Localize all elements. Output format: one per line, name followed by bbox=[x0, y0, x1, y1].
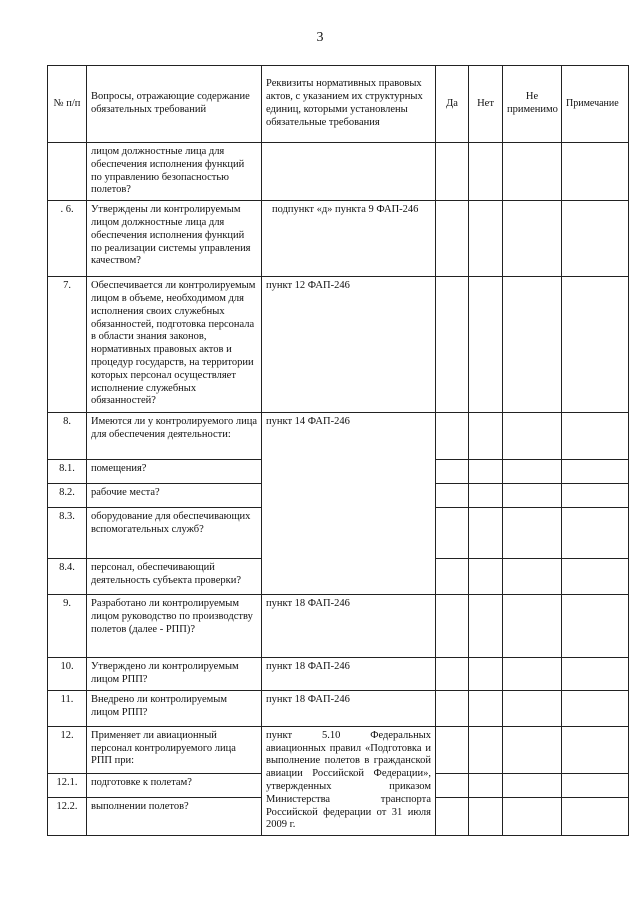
cell-note[interactable] bbox=[562, 798, 629, 836]
cell-note[interactable] bbox=[562, 690, 629, 726]
cell-note[interactable] bbox=[562, 595, 629, 658]
table-row bbox=[48, 658, 629, 691]
cell-note[interactable] bbox=[562, 413, 629, 460]
cell-yes[interactable] bbox=[436, 277, 469, 413]
cell-no[interactable] bbox=[469, 690, 503, 726]
cell-not-applicable[interactable] bbox=[503, 773, 562, 797]
row-question: Утверждено ли контролируемым лицом РПП? bbox=[87, 658, 262, 691]
header-num: № п/п bbox=[48, 66, 87, 143]
page-number: 3 bbox=[316, 30, 324, 45]
row-question: рабочие места? bbox=[87, 484, 262, 508]
cell-note[interactable] bbox=[562, 559, 629, 595]
cell-no[interactable] bbox=[469, 143, 503, 201]
cell-not-applicable[interactable] bbox=[503, 595, 562, 658]
row-reference: пункт 12 ФАП-246 bbox=[262, 277, 436, 413]
row-reference: пункт 18 ФАП-246 bbox=[262, 658, 436, 691]
cell-not-applicable[interactable] bbox=[503, 559, 562, 595]
header-no: Нет bbox=[469, 66, 503, 143]
table-row bbox=[48, 413, 629, 460]
table-row bbox=[48, 726, 629, 773]
row-number: 9. bbox=[48, 595, 87, 658]
row-number: 8.2. bbox=[48, 484, 87, 508]
cell-not-applicable[interactable] bbox=[503, 690, 562, 726]
row-question: лицом должностные лица для обеспечения исполнения функций по управлению безопасностью полетов? bbox=[87, 143, 262, 201]
row-question: персонал, обеспечивающий деятельность субъекта проверки? bbox=[87, 559, 262, 595]
cell-not-applicable[interactable] bbox=[503, 201, 562, 277]
cell-yes[interactable] bbox=[436, 201, 469, 277]
cell-yes[interactable] bbox=[436, 143, 469, 201]
row-number: 8.3. bbox=[48, 508, 87, 559]
row-question: Применяет ли авиационный персонал контролируемого лица РПП при: bbox=[87, 726, 262, 773]
header-question: Вопросы, отражающие содержание обязательных требований bbox=[87, 66, 262, 143]
table-row bbox=[48, 690, 629, 726]
row-number: 8. bbox=[48, 413, 87, 460]
cell-not-applicable[interactable] bbox=[503, 508, 562, 559]
row-number: 8.1. bbox=[48, 460, 87, 484]
row-question: Разработано ли контролируемым лицом руководство по производству полетов (далее - РПП)? bbox=[87, 595, 262, 658]
row-number bbox=[48, 143, 87, 201]
row-number: 12.1. bbox=[48, 773, 87, 797]
row-question: Обеспечивается ли контролируемым лицом в объеме, необходимом для исполнения своих служебных обязанностей, подготовка персонала в области знания законов, нормативных правовых актов и процедур государств, на территории которых персонал осуществляет исполнение служебных обязанностей? bbox=[87, 277, 262, 413]
row-number: . 6. bbox=[48, 201, 87, 277]
table-row bbox=[48, 143, 629, 201]
row-number: 10. bbox=[48, 658, 87, 691]
cell-not-applicable[interactable] bbox=[503, 277, 562, 413]
cell-note[interactable] bbox=[562, 460, 629, 484]
row-reference: пункт 5.10 Федеральных авиационных правил «Подготовка и выполнение полетов в гражданской авиации Российской Федерации», утвержденных приказом Министерства транспорта Российской федерации от 31 июля 2009 г. bbox=[262, 726, 436, 835]
row-question: Утверждены ли контролируемым лицом должностные лица для обеспечения исполнения функций по реализации системы управления качеством? bbox=[87, 201, 262, 277]
row-number: 8.4. bbox=[48, 559, 87, 595]
row-question: оборудование для обеспечивающих вспомогательных служб? bbox=[87, 508, 262, 559]
cell-no[interactable] bbox=[469, 277, 503, 413]
cell-no[interactable] bbox=[469, 201, 503, 277]
header-reference: Реквизиты нормативных правовых актов, с указанием их структурных единиц, которыми установлены обязательные требования bbox=[262, 66, 436, 143]
row-question: Внедрено ли контролируемым лицом РПП? bbox=[87, 690, 262, 726]
cell-yes[interactable] bbox=[436, 798, 469, 836]
cell-yes[interactable] bbox=[436, 508, 469, 559]
cell-no[interactable] bbox=[469, 460, 503, 484]
cell-note[interactable] bbox=[562, 508, 629, 559]
row-number: 7. bbox=[48, 277, 87, 413]
cell-yes[interactable] bbox=[436, 726, 469, 773]
cell-no[interactable] bbox=[469, 508, 503, 559]
row-reference: пункт 14 ФАП-246 bbox=[262, 413, 436, 595]
cell-note[interactable] bbox=[562, 658, 629, 691]
cell-note[interactable] bbox=[562, 484, 629, 508]
cell-yes[interactable] bbox=[436, 773, 469, 797]
row-reference bbox=[262, 143, 436, 201]
row-number: 12. bbox=[48, 726, 87, 773]
cell-yes[interactable] bbox=[436, 460, 469, 484]
cell-no[interactable] bbox=[469, 658, 503, 691]
cell-yes[interactable] bbox=[436, 690, 469, 726]
row-reference: подпункт «д» пункта 9 ФАП-246 bbox=[262, 201, 436, 277]
cell-yes[interactable] bbox=[436, 595, 469, 658]
cell-not-applicable[interactable] bbox=[503, 658, 562, 691]
cell-yes[interactable] bbox=[436, 559, 469, 595]
cell-no[interactable] bbox=[469, 413, 503, 460]
header-not-applicable: Не применимо bbox=[503, 66, 562, 143]
cell-not-applicable[interactable] bbox=[503, 726, 562, 773]
header-yes: Да bbox=[436, 66, 469, 143]
cell-note[interactable] bbox=[562, 277, 629, 413]
cell-note[interactable] bbox=[562, 143, 629, 201]
cell-not-applicable[interactable] bbox=[503, 413, 562, 460]
row-question: Имеются ли у контролируемого лица для обеспечения деятельности: bbox=[87, 413, 262, 460]
cell-no[interactable] bbox=[469, 484, 503, 508]
cell-note[interactable] bbox=[562, 726, 629, 773]
cell-note[interactable] bbox=[562, 201, 629, 277]
cell-yes[interactable] bbox=[436, 484, 469, 508]
cell-not-applicable[interactable] bbox=[503, 798, 562, 836]
cell-no[interactable] bbox=[469, 595, 503, 658]
cell-no[interactable] bbox=[469, 559, 503, 595]
cell-not-applicable[interactable] bbox=[503, 143, 562, 201]
cell-yes[interactable] bbox=[436, 658, 469, 691]
cell-no[interactable] bbox=[469, 798, 503, 836]
cell-no[interactable] bbox=[469, 773, 503, 797]
row-number: 12.2. bbox=[48, 798, 87, 836]
header-row bbox=[48, 66, 629, 143]
row-question: выполнении полетов? bbox=[87, 798, 262, 836]
cell-no[interactable] bbox=[469, 726, 503, 773]
row-reference: пункт 18 ФАП-246 bbox=[262, 595, 436, 658]
table-row bbox=[48, 595, 629, 658]
cell-not-applicable[interactable] bbox=[503, 460, 562, 484]
table-row bbox=[48, 277, 629, 413]
row-question: помещения? bbox=[87, 460, 262, 484]
table-row bbox=[48, 201, 629, 277]
cell-yes[interactable] bbox=[436, 413, 469, 460]
cell-not-applicable[interactable] bbox=[503, 484, 562, 508]
row-reference: пункт 18 ФАП-246 bbox=[262, 690, 436, 726]
requirements-table bbox=[47, 65, 629, 836]
header-note: Примечание bbox=[562, 66, 629, 143]
row-question: подготовке к полетам? bbox=[87, 773, 262, 797]
row-number: 11. bbox=[48, 690, 87, 726]
cell-note[interactable] bbox=[562, 773, 629, 797]
